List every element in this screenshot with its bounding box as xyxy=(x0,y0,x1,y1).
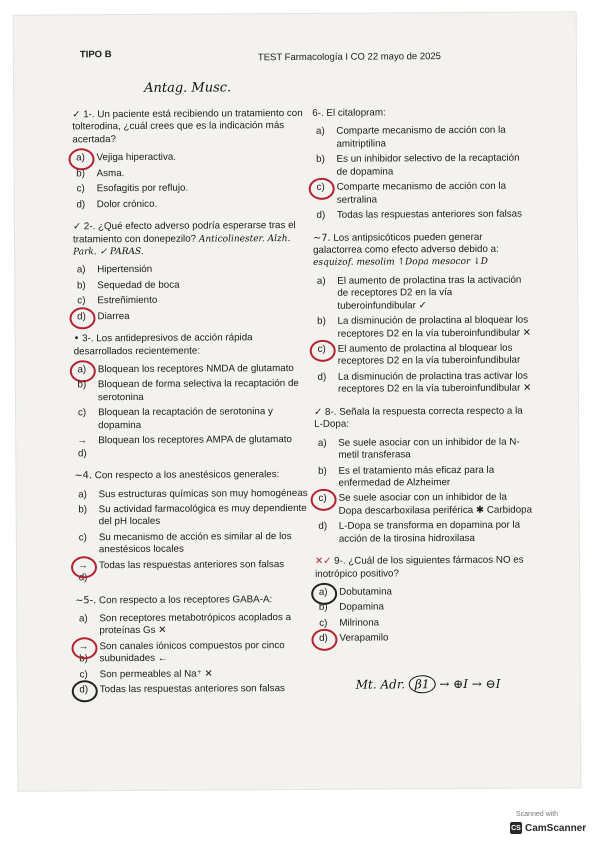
scanner-caption: Scanned with xyxy=(516,811,559,818)
answer-option xyxy=(73,263,313,277)
option-letter xyxy=(312,154,328,167)
question-block xyxy=(314,405,533,546)
question-text: Los antipsicóticos pueden generar galactorrea como efecto adverso debido a: xyxy=(313,231,499,256)
answer-option xyxy=(75,640,315,666)
option-letter xyxy=(73,280,89,293)
answer-option xyxy=(75,503,315,529)
option-letter xyxy=(312,126,328,139)
option-letter-text: b) xyxy=(78,504,88,516)
option-text: Su mecanismo de acción es similar al de los anestésicos locales xyxy=(98,530,292,556)
question-stem xyxy=(75,593,315,607)
handwritten-note xyxy=(356,675,501,694)
answer-option xyxy=(312,153,530,179)
answer-option xyxy=(73,198,313,212)
answer-option xyxy=(74,363,314,377)
option-text: Comparte mecanismo de acción con la sertralina xyxy=(336,180,507,206)
option-text: Milrinona xyxy=(339,617,380,629)
option-letter-text: c) xyxy=(318,493,327,505)
grading-mark: ~5-. xyxy=(75,594,97,606)
option-letter-text: b) xyxy=(318,465,327,477)
option-text: La disminución de prolactina al bloquear los receptores D2 en la vía tuberoinfundibular ✕ xyxy=(337,314,531,340)
option-letter xyxy=(73,199,89,212)
question-block xyxy=(75,593,316,697)
option-letter-text: → b) xyxy=(78,641,89,665)
option-text: Bloquean los receptores AMPA de glutamato xyxy=(98,434,292,447)
answer-option xyxy=(315,601,533,615)
answer-circle xyxy=(69,307,95,329)
answer-option xyxy=(314,370,532,396)
option-text: Son canales iónicos compuestos por cinco subunidades ← xyxy=(99,639,285,665)
answer-option xyxy=(75,612,315,638)
option-text: Dolor crónico. xyxy=(96,198,158,210)
option-letter-text: a) xyxy=(76,152,85,164)
option-letter-text: a) xyxy=(315,126,325,138)
question-text: 6-. El citalopram: xyxy=(312,107,386,119)
option-letter-text: c) xyxy=(317,343,326,355)
grading-mark: ✓ xyxy=(314,406,323,418)
option-text: Verapamilo xyxy=(339,632,389,645)
option-letter-text: c) xyxy=(316,182,325,194)
answer-option xyxy=(315,586,533,600)
option-text: L-Dopa se transforma en dopamina por la acción de la tirosina hidroxilasa xyxy=(338,519,521,545)
option-text: Es el tratamiento más eficaz para la enfermedad de Alzheimer xyxy=(338,464,495,489)
answer-option xyxy=(75,531,315,557)
scanner-brand: CamScanner xyxy=(525,822,587,834)
option-letter-text: → d) xyxy=(78,559,88,584)
question-stem xyxy=(315,555,533,581)
option-text: El aumento de prolactina tras la activación de receptores D2 en la vía tuberoinfundibular ✓ xyxy=(337,274,522,312)
grading-mark: • xyxy=(73,333,80,345)
answer-option xyxy=(74,434,314,460)
exam-sheet xyxy=(14,12,581,790)
option-letter-text: a) xyxy=(318,586,328,598)
answer-option xyxy=(312,125,530,151)
question-stem xyxy=(312,107,530,121)
option-letter xyxy=(313,182,329,195)
option-letter-text: d) xyxy=(76,198,86,210)
answer-option xyxy=(315,632,533,646)
option-text: Dobutamina xyxy=(339,586,393,598)
right-column xyxy=(312,107,533,656)
answer-option xyxy=(75,487,315,501)
option-text: Son permeables al Na⁺ ✕ xyxy=(99,668,213,680)
grading-mark: ~4. xyxy=(74,470,93,482)
note-circled: β1 xyxy=(409,675,436,693)
option-text: Bloquean de forma selectiva la recaptación de serotonina xyxy=(97,378,299,404)
option-letter-text: b) xyxy=(77,379,87,391)
option-letter xyxy=(74,435,90,460)
question-block xyxy=(73,220,314,324)
option-letter xyxy=(76,684,92,697)
camscanner-icon: CS xyxy=(510,822,522,834)
answer-option xyxy=(74,378,314,404)
left-column xyxy=(72,108,316,707)
option-letter-text: b) xyxy=(316,154,325,166)
option-letter xyxy=(74,408,90,421)
answer-option xyxy=(313,315,531,341)
option-letter xyxy=(73,265,89,278)
option-letter xyxy=(72,153,88,166)
option-text: Comparte mecanismo de acción con la amitriptilina xyxy=(336,125,506,150)
scanner-logo xyxy=(510,822,586,834)
option-letter-text: c) xyxy=(319,617,328,629)
question-text: Con respecto a los anestésicos generales: xyxy=(94,469,280,482)
answer-circle xyxy=(71,637,97,659)
option-letter xyxy=(73,311,89,324)
option-letter xyxy=(315,521,331,534)
option-letter-text: c) xyxy=(77,295,86,307)
note-suffix: → ⊕I → ⊖I xyxy=(439,676,501,692)
answer-option xyxy=(313,274,531,313)
option-text: Bloquean los receptores NMDA de glutamato xyxy=(97,363,294,376)
answer-option xyxy=(315,616,533,630)
option-letter xyxy=(315,587,331,600)
option-letter-text: a) xyxy=(317,437,327,449)
answer-option xyxy=(313,181,531,207)
option-letter-text: d) xyxy=(319,633,328,645)
question-text: Con respecto a los receptores GABA-A: xyxy=(99,593,273,606)
answer-option xyxy=(76,668,316,682)
option-letter-text: d) xyxy=(79,684,89,696)
question-block xyxy=(312,107,531,223)
option-letter xyxy=(75,641,91,666)
answer-circle xyxy=(71,556,97,578)
option-text: Diarrea xyxy=(97,310,130,322)
option-letter xyxy=(75,504,91,517)
answer-option xyxy=(315,492,533,518)
option-letter-text: c) xyxy=(79,669,88,681)
grading-mark: ✓ xyxy=(72,221,82,233)
answer-circle xyxy=(309,178,335,200)
exam-header xyxy=(79,47,540,64)
answer-option xyxy=(72,151,312,165)
option-letter xyxy=(74,364,90,377)
option-text: La disminución de prolactina tras activar los receptores D2 en la vía tuberoinfundibular ✕ xyxy=(337,370,532,396)
option-letter-text: c) xyxy=(76,183,85,195)
question-block xyxy=(74,469,315,585)
option-letter xyxy=(73,296,89,309)
option-letter-text: b) xyxy=(76,280,86,292)
option-letter xyxy=(74,380,90,393)
option-letter xyxy=(315,602,331,615)
question-block xyxy=(72,108,313,212)
option-letter-text: b) xyxy=(76,168,85,180)
answer-option xyxy=(74,406,314,432)
option-letter xyxy=(313,316,329,329)
question-block xyxy=(315,555,534,646)
option-letter-text: d) xyxy=(316,209,326,221)
option-letter xyxy=(314,437,330,450)
option-text: Su actividad farmacológica es muy dependiente del pH locales xyxy=(98,502,307,528)
option-letter xyxy=(313,210,329,223)
question-text: 3-. Los antidepresivos de acción rápida desarrollados recientemente: xyxy=(73,332,253,357)
option-text: Son receptores metabotrópicos acoplados a proteínas Gs ✕ xyxy=(99,612,292,637)
option-letter xyxy=(313,276,329,289)
question-text: 8-. Señala la respuesta correcta respecto a la L-Dopa: xyxy=(314,405,523,431)
grading-mark: ✕✓ xyxy=(314,555,332,568)
handwritten-annotation: Anticolinester. Alzh. Park. ✓ PARAS. xyxy=(73,233,291,258)
option-text: Dopamina xyxy=(339,601,384,614)
answer-circle xyxy=(310,340,336,362)
option-letter-text: b) xyxy=(317,315,326,328)
option-letter-text: b) xyxy=(318,602,328,614)
question-text: 1-. Un paciente está recibiendo un tratamiento con tolterodina, ¿cuál crees que es la indicación más acertada? xyxy=(72,107,303,146)
answer-option xyxy=(73,294,313,308)
option-letter xyxy=(314,344,330,357)
option-letter-text: a) xyxy=(316,275,326,287)
answer-circle xyxy=(311,629,337,651)
answer-option xyxy=(73,279,313,293)
option-letter xyxy=(73,168,89,181)
question-text: 2-. ¿Qué efecto adverso podría esperarse tras el tratamiento con donepezilo? xyxy=(72,220,296,245)
option-text: Todas las respuestas anteriores son falsas xyxy=(99,683,285,696)
option-letter xyxy=(75,532,91,545)
option-letter xyxy=(315,633,331,646)
question-stem xyxy=(314,405,532,431)
option-letter xyxy=(314,465,330,478)
answer-option xyxy=(73,182,313,196)
option-text: Estreñimiento xyxy=(97,295,158,307)
question-block xyxy=(74,332,315,460)
option-letter-text: a) xyxy=(78,613,88,625)
option-text: Esofagitis por reflujo. xyxy=(96,182,189,195)
answer-option xyxy=(315,520,533,546)
option-letter xyxy=(75,560,91,585)
option-text: Es un inhibidor selectivo de la recaptación de dopamina xyxy=(336,152,520,178)
option-letter xyxy=(73,183,89,196)
grading-mark: ~7. xyxy=(312,232,331,244)
question-text: 9-. ¿Cuál de los siguientes fármacos NO es inotrópico positivo? xyxy=(315,554,524,580)
question-block xyxy=(313,231,532,397)
option-text: Todas las respuestas anteriores son falsas xyxy=(98,558,285,571)
grading-mark: ✓ xyxy=(72,109,81,121)
option-letter xyxy=(315,493,331,506)
option-text: Todas las respuestas anteriores son falsas xyxy=(336,208,523,221)
option-text: Se suele asociar con un inhibidor de la N-metil transferasa xyxy=(338,436,520,461)
answer-circle xyxy=(311,489,337,511)
question-stem xyxy=(73,220,313,259)
option-text: Sequedad de boca xyxy=(97,279,180,292)
question-stem xyxy=(313,231,531,270)
option-letter-text: d) xyxy=(77,310,86,323)
answer-option xyxy=(314,464,532,490)
answer-option xyxy=(76,683,316,697)
answer-option xyxy=(73,167,313,181)
option-letter-text: c) xyxy=(78,532,87,544)
option-letter xyxy=(75,489,91,502)
option-text: El aumento de prolactina al bloquear los receptores D2 en la vía tuberoinfundibular xyxy=(337,342,521,368)
option-letter-text: → d) xyxy=(77,435,88,459)
question-stem xyxy=(72,108,312,147)
option-text: Hipertensión xyxy=(97,264,153,276)
option-letter-text: a) xyxy=(78,488,87,500)
option-letter xyxy=(314,372,330,385)
question-stem xyxy=(74,332,314,358)
option-text: Se suele asociar con un inhibidor de la Dopa descarboxilasa periférica ✱ Carbidopa xyxy=(338,492,533,517)
option-letter-text: a) xyxy=(76,264,86,276)
question-stem xyxy=(74,469,314,483)
handwritten-heading: Antag. Musc. xyxy=(144,80,232,96)
handwritten-annotation: esquizof. mesolim ↑Dopa mesocor ↓D xyxy=(313,257,488,269)
option-text: Vejiga hiperactiva. xyxy=(96,152,177,164)
option-text: Sus estructuras químicas son muy homogéneas xyxy=(98,487,308,500)
option-text: Asma. xyxy=(96,167,125,179)
option-letter xyxy=(75,613,91,626)
answer-circle xyxy=(72,680,98,702)
option-letter-text: d) xyxy=(318,521,328,533)
answer-option xyxy=(314,436,532,462)
exam-type: TIPO B xyxy=(79,49,112,61)
exam-title: TEST Farmacología I CO 22 mayo de 2025 xyxy=(257,51,441,64)
answer-option xyxy=(314,343,532,369)
answer-option xyxy=(73,310,313,324)
option-letter-text: c) xyxy=(77,407,87,419)
answer-option xyxy=(313,209,531,223)
option-text: Bloquean la recaptación de serotonina y dopamina xyxy=(98,406,273,431)
note-prefix: Mt. Adr. xyxy=(355,677,406,692)
answer-option xyxy=(75,559,315,585)
option-letter-text: a) xyxy=(77,364,87,376)
option-letter-text: d) xyxy=(317,371,327,383)
